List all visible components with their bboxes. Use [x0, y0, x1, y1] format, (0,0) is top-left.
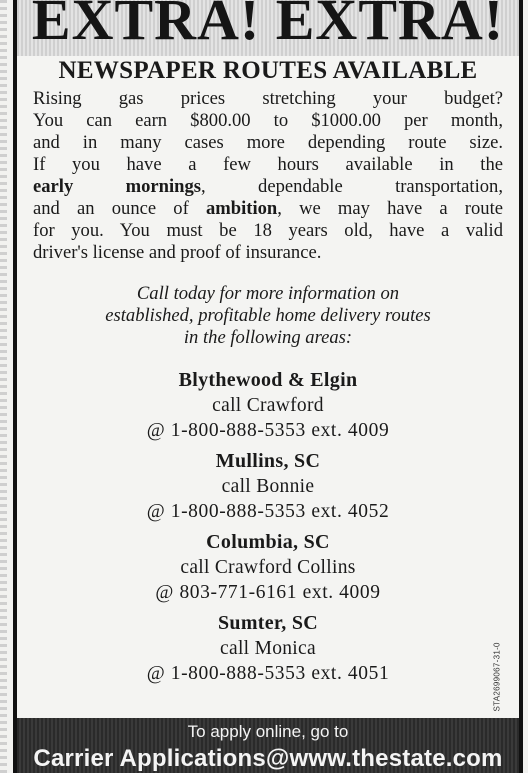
contact-block	[17, 449, 519, 524]
call-intro	[17, 283, 519, 349]
body-line: You can earn $800.00 to $1000.00 per month,	[33, 110, 503, 131]
body-line: driver's license and proof of insurance.	[33, 242, 322, 263]
contact-area: Mullins, SC	[215, 450, 321, 472]
contact-caller: call Crawford	[212, 395, 324, 416]
contact-block	[17, 611, 519, 686]
contact-caller: call Crawford Collins	[180, 557, 356, 578]
contact-phone: @ 803-771-6161 ext. 4009	[155, 582, 381, 603]
bold-ambition: ambition	[205, 198, 278, 219]
body-line: If you have a few hours available in the	[33, 154, 503, 175]
body-line-head: and an ounce of	[33, 198, 206, 219]
footer-banner	[17, 718, 519, 773]
left-page-edge	[0, 0, 7, 773]
body-line: Rising gas prices stretching your budget?	[33, 88, 503, 109]
subheadline: NEWSPAPER ROUTES AVAILABLE	[58, 57, 478, 84]
contact-area: Blythewood & Elgin	[178, 369, 358, 391]
headline-text: EXTRA! EXTRA!	[31, 0, 505, 52]
intro-line: in the following areas:	[183, 327, 353, 348]
bold-early-mornings: early mornings	[33, 176, 202, 197]
contact-caller: call Monica	[220, 638, 316, 659]
contact-block	[17, 368, 519, 443]
body-line-early-mornings	[33, 176, 503, 198]
intro-line: Call today for more information on	[136, 283, 400, 304]
body-line: and in many cases more depending route size.	[33, 132, 503, 153]
ad-code	[490, 620, 502, 714]
headline-banner	[17, 0, 519, 56]
body-line-tail: , we may have a route	[277, 198, 504, 219]
footer-apply-text: To apply online, go to	[187, 722, 349, 741]
intro-line: established, profitable home delivery routes	[105, 305, 431, 326]
contact-area: Sumter, SC	[217, 612, 319, 634]
contact-area: Columbia, SC	[206, 531, 330, 553]
contact-phone: @ 1-800-888-5353 ext. 4052	[146, 501, 390, 522]
body-line-tail: , dependable transportation,	[201, 176, 503, 197]
ad-code-text: STA2699067-31-0	[492, 642, 502, 712]
footer-website-link[interactable]: Carrier Applications@www.thestate.com	[33, 745, 503, 772]
contact-phone: @ 1-800-888-5353 ext. 4009	[146, 420, 390, 441]
contact-block	[17, 530, 519, 605]
contact-caller: call Bonnie	[221, 476, 315, 497]
contact-list	[17, 368, 519, 686]
body-line-ambition	[33, 198, 503, 220]
body-line: for you. You must be 18 years old, have a valid	[33, 220, 503, 241]
contact-phone: @ 1-800-888-5353 ext. 4051	[146, 663, 390, 684]
